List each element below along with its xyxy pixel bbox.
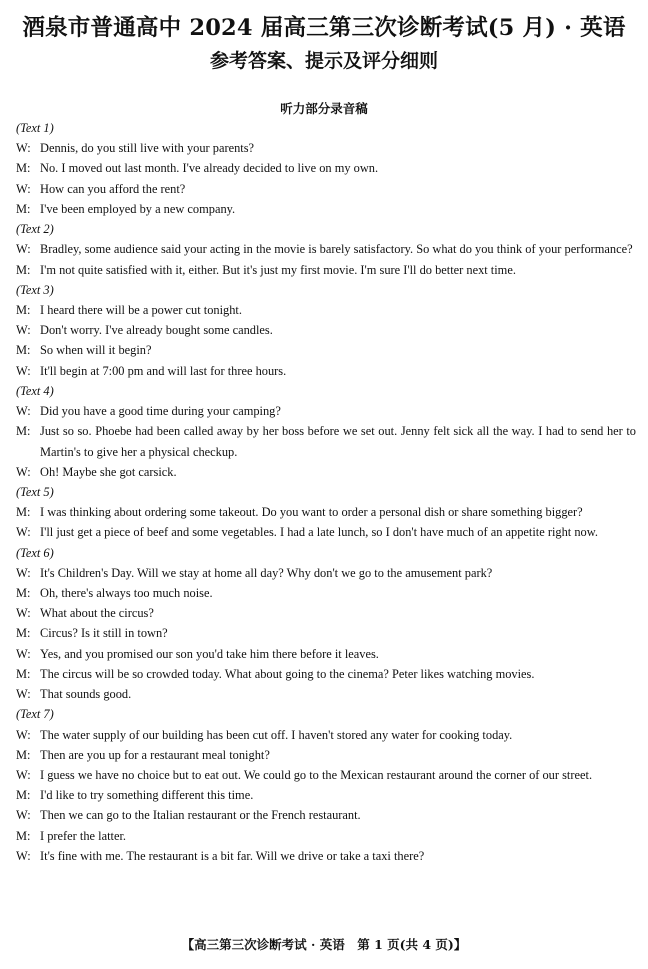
dialogue-line [16, 623, 636, 643]
speaker-label: W: [16, 525, 31, 540]
dialogue-line [16, 785, 636, 805]
dialogue-line [16, 158, 636, 178]
dialogue-line [16, 179, 636, 199]
speaker-label: M: [16, 626, 31, 641]
speaker-label: W: [16, 323, 31, 338]
speaker-label: M: [16, 424, 31, 439]
document-title: 酒泉市普通高中 2024 届高三第三次诊断考试(5 月) · 英语 [22, 15, 626, 41]
dialogue-text: Yes, and you promised our son you'd take him there before it leaves. [40, 646, 379, 661]
dialogue-text: Circus? Is it still in town? [40, 626, 168, 641]
dialogue-text: I'm not quite satisfied with it, either. But it's just my first movie. I'm sure I'll do better next time. [40, 262, 516, 277]
dialogue-line [16, 138, 636, 158]
dialogue-text: I guess we have no choice but to eat out. We could go to the Mexican restaurant around the corner of our street. [40, 768, 593, 782]
speaker-label: M: [16, 788, 31, 803]
dialogue-line [16, 320, 636, 340]
dialogue-text: It's fine with me. The restaurant is a bit far. Will we drive or take a taxi there? [40, 848, 425, 863]
transcript [16, 118, 636, 866]
speaker-label: W: [16, 242, 31, 257]
dialogue-line [16, 502, 636, 522]
dialogue-line [16, 361, 636, 381]
speaker-label: W: [16, 768, 31, 782]
dialogue-line [16, 846, 636, 866]
dialogue-text: What about the circus? [40, 606, 154, 621]
dialogue-line [16, 684, 636, 704]
document-subtitle: 参考答案、提示及评分细则 [209, 50, 438, 72]
dialogue-text: Oh! Maybe she got carsick. [40, 464, 177, 479]
speaker-label: M: [16, 161, 31, 176]
dialogue-line [16, 421, 636, 461]
dialogue-line [16, 583, 636, 603]
dialogue-line [16, 239, 636, 259]
dialogue-line [16, 522, 636, 542]
dialogue-line [16, 603, 636, 623]
dialogue-text: Dennis, do you still live with your parents? [40, 141, 255, 156]
page-footer: 【高三第三次诊断考试 · 英语 第 1 页(共 4 页)】 [181, 937, 467, 952]
text-heading: (Text 7) [16, 707, 54, 722]
dialogue-text: The circus will be so crowded today. What about going to the cinema? Peter likes watching movies. [40, 666, 535, 681]
text-heading: (Text 2) [16, 222, 54, 237]
speaker-label: W: [16, 363, 31, 378]
dialogue-text: No. I moved out last month. I've already decided to live on my own. [40, 161, 379, 176]
text-heading: (Text 6) [16, 545, 54, 560]
dialogue-text: Then we can go to the Italian restaurant or the French restaurant. [40, 808, 361, 823]
speaker-label: W: [16, 848, 31, 863]
text-heading: (Text 5) [16, 484, 54, 499]
dialogue-text: Don't worry. I've already bought some candles. [40, 323, 273, 338]
dialogue-text: I was thinking about ordering some takeout. Do you want to order a personal dish or share something bigger? [40, 505, 583, 520]
dialogue-text: I heard there will be a power cut tonight. [40, 302, 242, 317]
dialogue-text: I prefer the latter. [40, 828, 126, 843]
speaker-label: M: [16, 828, 31, 843]
dialogue-line [16, 199, 636, 219]
dialogue-text: So when will it begin? [40, 343, 152, 358]
dialogue-line [16, 765, 636, 785]
speaker-label: M: [16, 262, 31, 277]
speaker-label: W: [16, 727, 31, 742]
dialogue-text: It'll begin at 7:00 pm and will last for three hours. [40, 363, 287, 378]
speaker-label: M: [16, 586, 31, 601]
dialogue-text: It's Children's Day. Will we stay at home all day? Why don't we go to the amusement park? [40, 565, 493, 580]
dialogue-text: Then are you up for a restaurant meal tonight? [40, 747, 270, 762]
dialogue-line [16, 401, 636, 421]
speaker-label: W: [16, 687, 31, 702]
dialogue-line [16, 340, 636, 360]
section-title: 听力部分录音稿 [280, 101, 368, 116]
speaker-label: M: [16, 343, 31, 358]
dialogue-line [16, 563, 636, 583]
dialogue-text: Just so so. Phoebe had been called away by her boss before we set out. Jenny felt sick all the way. I had to send her to Martin's to give her a physical checkup. [40, 424, 636, 459]
speaker-label: W: [16, 646, 31, 661]
speaker-label: M: [16, 747, 31, 762]
speaker-label: M: [16, 302, 31, 317]
dialogue-text: The water supply of our building has been cut off. I haven't stored any water for cooking today. [40, 727, 513, 742]
speaker-label: W: [16, 606, 31, 621]
speaker-label: M: [16, 505, 31, 520]
speaker-label: W: [16, 181, 31, 196]
dialogue-line [16, 805, 636, 825]
dialogue-text: Oh, there's always too much noise. [40, 586, 213, 601]
speaker-label: M: [16, 666, 31, 681]
dialogue-text: How can you afford the rent? [40, 181, 186, 196]
speaker-label: W: [16, 565, 31, 580]
dialogue-line [16, 300, 636, 320]
text-heading: (Text 1) [16, 121, 54, 135]
speaker-label: W: [16, 141, 31, 156]
speaker-label: W: [16, 464, 31, 479]
dialogue-line [16, 725, 636, 745]
dialogue-text: Bradley, some audience said your acting in the movie is barely satisfactory. So what do you think of your performance? [40, 242, 633, 257]
dialogue-line [16, 260, 636, 280]
dialogue-line [16, 826, 636, 846]
dialogue-text: Did you have a good time during your camping? [40, 404, 281, 419]
dialogue-line [16, 644, 636, 664]
dialogue-text: I've been employed by a new company. [40, 201, 236, 216]
dialogue-text: I'd like to try something different this time. [40, 788, 254, 803]
speaker-label: W: [16, 404, 31, 419]
text-heading: (Text 3) [16, 282, 54, 297]
dialogue-line [16, 664, 636, 684]
speaker-label: W: [16, 808, 31, 823]
dialogue-line [16, 462, 636, 482]
dialogue-text: That sounds good. [40, 687, 132, 702]
text-heading: (Text 4) [16, 383, 54, 398]
speaker-label: M: [16, 201, 31, 216]
dialogue-line [16, 745, 636, 765]
dialogue-text: I'll just get a piece of beef and some vegetables. I had a late lunch, so I don't have much of an appetite right now. [40, 525, 598, 540]
